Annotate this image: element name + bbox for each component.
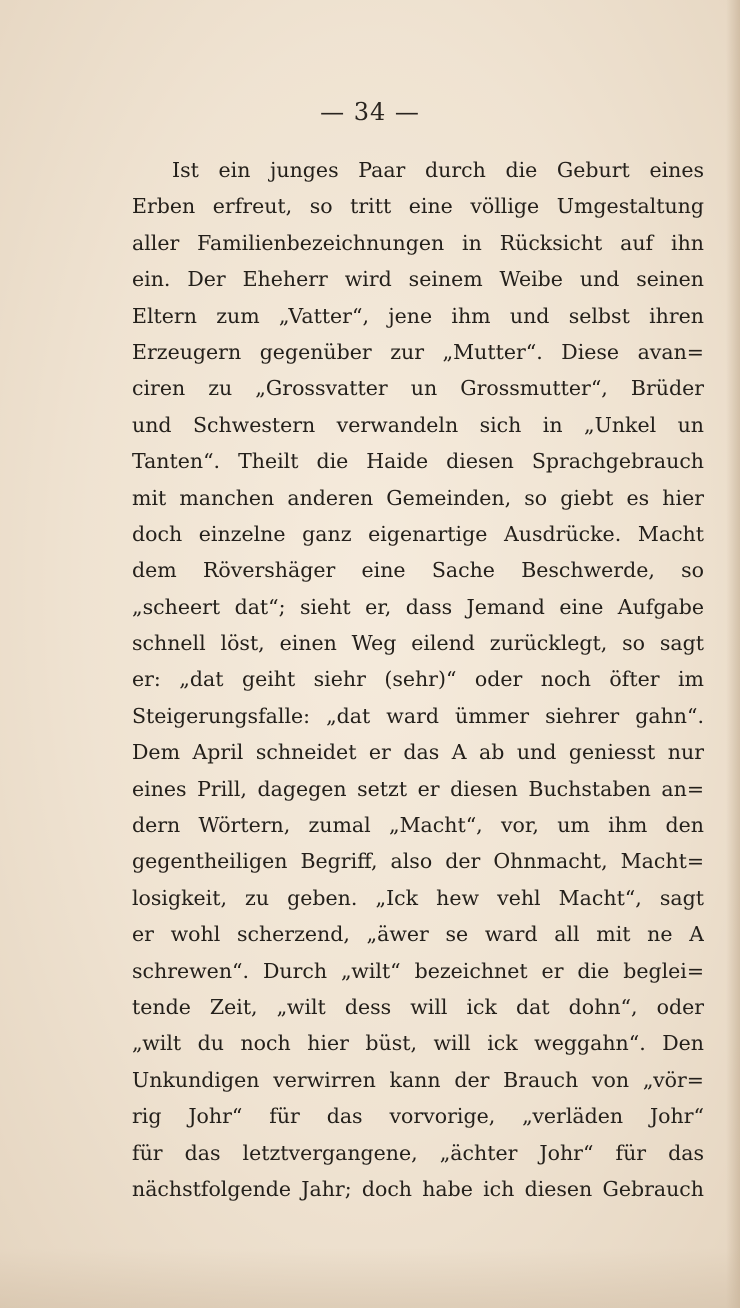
text-line: Erben erfreut, so tritt eine völlige Umgestaltung <box>132 194 704 219</box>
text-line: nächstfolgende Jahr; doch habe ich diesen Gebrauch <box>132 1176 704 1201</box>
text-line: ciren zu „Grossvatter un Grossmutter“, Brüder <box>132 376 704 401</box>
text-line: Erzeugern gegenüber zur „Mutter“. Diese avan= <box>132 339 704 364</box>
text-line: „scheert dat“; sieht er, dass Jemand eine Aufgabe <box>132 594 704 619</box>
text-line: ein. Der Eheherr wird seinem Weibe und seinen <box>132 267 704 292</box>
text-line: aller Familienbezeichnungen in Rücksicht auf ihn <box>132 230 704 255</box>
text-line: Unkundigen verwirren kann der Brauch von „vör= <box>132 1067 704 1092</box>
text-line: tende Zeit, „wilt dess will ick dat dohn“, oder <box>132 994 704 1019</box>
text-line: Steigerungsfalle: „dat ward ümmer siehrer gahn“. <box>132 703 704 728</box>
text-line: für das letztvergangene, „ächter Johr“ für das <box>132 1140 704 1165</box>
page-number: — 34 — <box>320 98 420 126</box>
text-line: Ist ein junges Paar durch die Geburt eines <box>172 158 704 182</box>
text-line: doch einzelne ganz eigenartige Ausdrücke. Macht <box>132 521 704 546</box>
text-line: Tanten“. Theilt die Haide diesen Sprachgebrauch <box>132 449 704 474</box>
text-line: dem Rövershäger eine Sache Beschwerde, so <box>132 558 704 583</box>
text-line: gegentheiligen Begriff, also der Ohnmacht, Macht= <box>132 849 704 874</box>
text-line: er wohl scherzend, „äwer se ward all mit ne A <box>132 922 704 947</box>
text-line: eines Prill, dagegen setzt er diesen Buchstaben an= <box>132 776 704 801</box>
page-edge-shadow-right <box>726 0 740 1308</box>
text-line: schrewen“. Durch „wilt“ bezeichnet er die beglei= <box>132 958 704 983</box>
text-line: mit manchen anderen Gemeinden, so giebt es hier <box>132 485 704 510</box>
text-line: dern Wörtern, zumal „Macht“, vor, um ihm den <box>132 813 704 838</box>
text-line: rig Johr“ für das vorvorige, „verläden Johr“ <box>132 1104 704 1129</box>
text-line: losigkeit, zu geben. „Ick hew vehl Macht“, sagt <box>132 885 704 910</box>
text-line: „wilt du noch hier büst, will ick weggahn“. Den <box>132 1031 704 1056</box>
text-line: und Schwestern verwandeln sich in „Unkel un <box>132 412 704 437</box>
text-line: Eltern zum „Vatter“, jene ihm und selbst ihren <box>132 303 704 328</box>
text-line: er: „dat geiht siehr (sehr)“ oder noch öfter im <box>132 667 704 692</box>
body-text <box>132 152 704 1207</box>
text-line: schnell löst, einen Weg eilend zurücklegt, so sagt <box>132 631 704 656</box>
text-line: Dem April schneidet er das A ab und geniesst nur <box>132 740 704 765</box>
page-edge-shadow-bottom <box>0 1248 740 1308</box>
